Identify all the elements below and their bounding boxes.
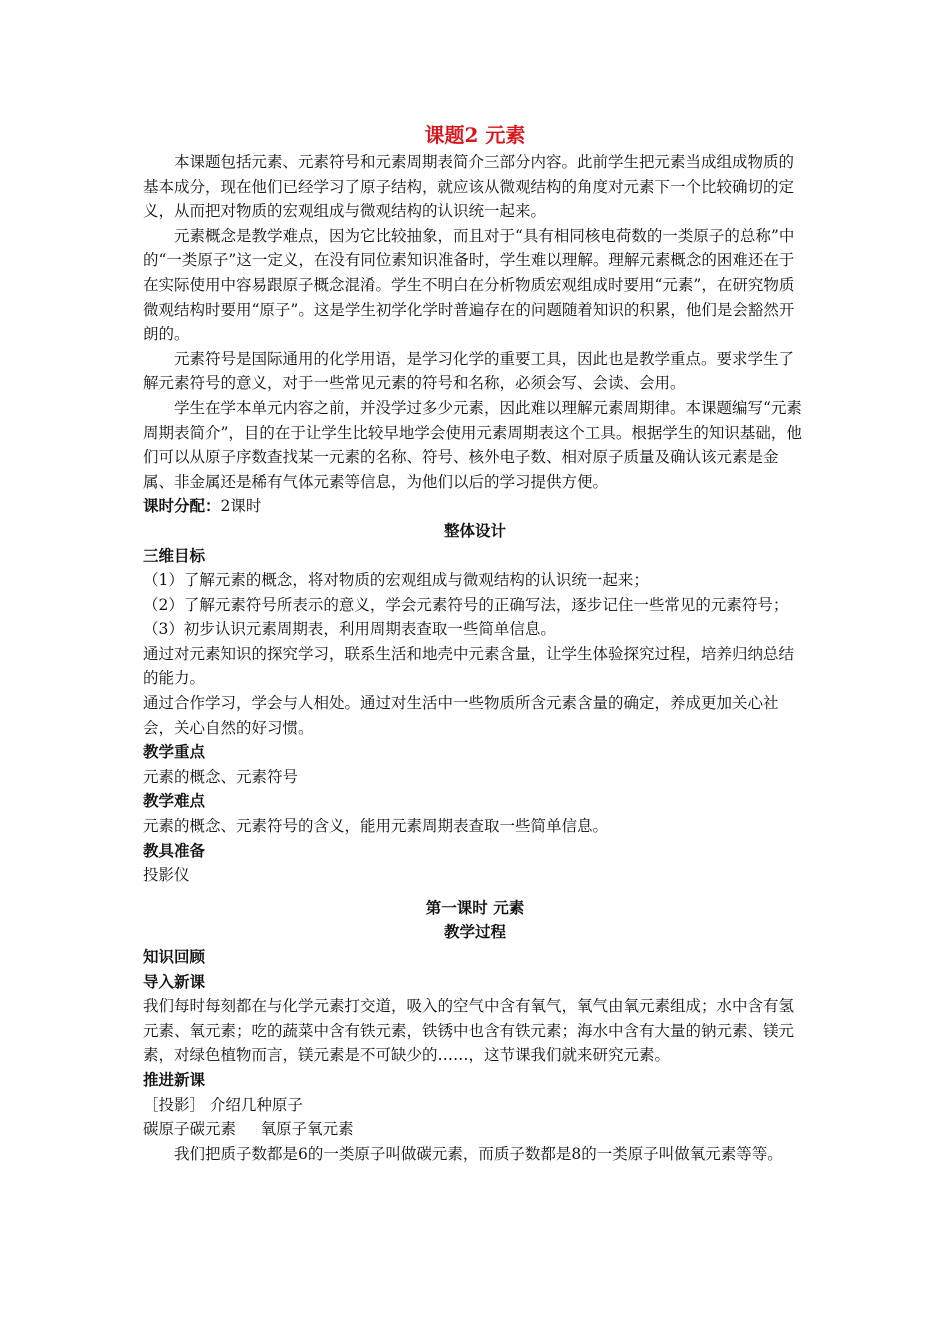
goal-item-1: （1）了解元素的概念，将对物质的宏观组成与微观结构的认识统一起来；	[143, 571, 649, 590]
goal-item-5: 通过合作学习，学会与人相处。通过对生活中一些物质所含元素含量的确定，养成更加关心社会，关心自然的好习惯。	[143, 694, 779, 737]
goal-item-2: （2）了解元素符号所表示的意义，学会元素符号的正确写法，逐步记住一些常见的元素符号；	[143, 595, 789, 614]
goal-item-3: （3）初步认识元素周期表，利用周期表查取一些简单信息。	[143, 620, 556, 639]
projection-line: ［投影］ 介绍几种原子	[143, 1095, 303, 1114]
schedule-line	[143, 494, 807, 519]
intro-paragraph-1: 本课题包括元素、元素符号和元素周期表简介三部分内容。此前学生把元素当成组成物质的基本成分，现在他们已经学习了原子结构，就应该从微观结构的角度对元素下一个比较确切的定义，从而把对物质的宏观组成与微观结构的认识统一起来。	[143, 153, 795, 221]
intro-lesson-text: 我们每时每刻都在与化学元素打交道，吸入的空气中含有氧气，氧气由氧元素组成；水中含有氢元素、氧元素；吃的蔬菜中含有铁元素，铁锈中也含有铁元素；海水中含有大量的钠元素、镁元素，对绿色植物而言，镁元素是不可缺少的……，这节课我们就来研究元素。	[143, 997, 795, 1065]
review-heading: 知识回顾	[143, 947, 206, 966]
intro-lesson-heading: 导入新课	[143, 971, 206, 991]
goal-item-4: 通过对元素知识的探究学习，联系生活和地壳中元素含量，让学生体验探究过程，培养归纳总结的能力。	[143, 644, 795, 688]
key-points-text: 元素的概念、元素符号	[143, 767, 299, 786]
lesson-title: 第一课时 元素	[425, 897, 525, 917]
tools-text: 投影仪	[143, 866, 190, 885]
tools-heading: 教具准备	[143, 840, 206, 860]
difficulties-heading: 教学难点	[143, 791, 206, 811]
overall-design-heading: 整体设计	[443, 520, 506, 540]
closing-paragraph: 我们把质子数都是6的一类原子叫做碳元素，而质子数都是8的一类原子叫做氧元素等等。	[174, 1144, 783, 1163]
difficulties-text: 元素的概念、元素符号的含义，能用元素周期表查取一些简单信息。	[143, 817, 609, 836]
intro-paragraph-4: 学生在学本单元内容之前，并没学过多少元素，因此难以理解元素周期律。本课题编写“元素周期表简介”，目的在于让学生比较早地学会使用元素周期表这个工具。根据学生的知识基础，他们可以从原子序数查找某一元素的名称、符号、核外电子数、相对原子质量及确认该元素是金属、非金属还是稀有气体元素等信息，为他们以后的学习提供方便。	[143, 398, 802, 491]
goals-heading: 三维目标	[143, 545, 206, 565]
atoms-line: 碳原子碳元素 氧原子氧元素	[143, 1120, 354, 1139]
advance-heading: 推进新课	[143, 1069, 206, 1089]
document-body	[143, 122, 807, 1166]
schedule-label: 课时分配：	[143, 496, 221, 516]
intro-paragraph-2: 元素概念是教学难点，因为它比较抽象，而且对于“具有相同核电荷数的一类原子的总称”中的“一类原子”这一定义，在没有同位素知识准备时，学生难以理解。理解元素概念的困难还在于在实际使用中容易跟原子概念混淆。学生不明白在分析物质宏观组成时要用“元素”，在研究物质微观结构时要用“原子”。这是学生初学化学时普遍存在的问题随着知识的积累，他们是会豁然开朗的。	[143, 226, 795, 344]
schedule-value: 2课时	[220, 497, 262, 516]
key-points-heading: 教学重点	[143, 742, 206, 762]
page-title: 课题2 元素	[424, 123, 526, 147]
intro-paragraph-3: 元素符号是国际通用的化学用语，是学习化学的重要工具，因此也是教学重点。要求学生了解元素符号的意义，对于一些常见元素的符号和名称，必须会写、会读、会用。	[143, 349, 795, 393]
process-title: 教学过程	[443, 922, 506, 942]
